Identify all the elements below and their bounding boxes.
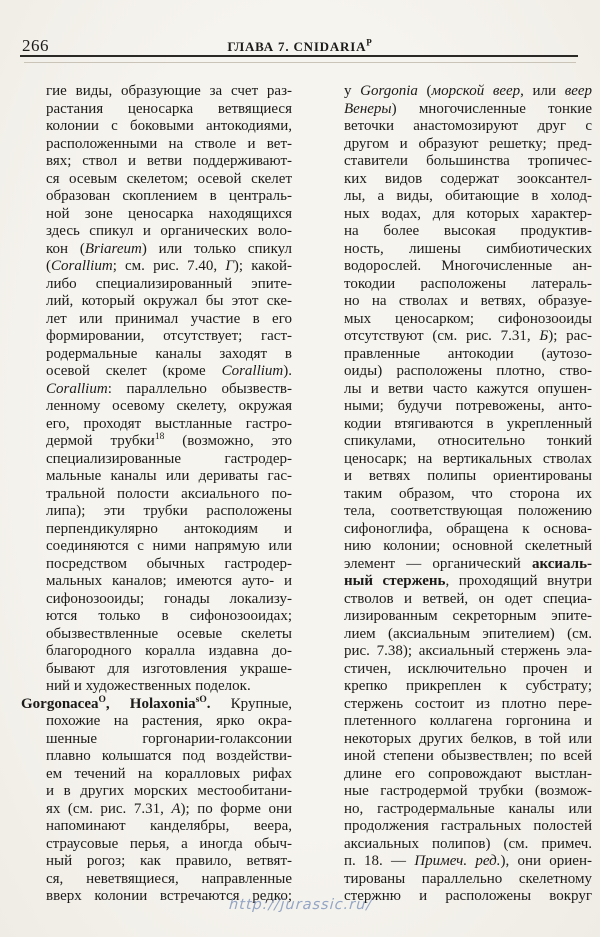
header-rule	[20, 55, 578, 57]
text-line: п. 18. — Примеч. ред.), они ориен-	[344, 853, 592, 869]
watermark: http://jurassic.ru/	[228, 897, 373, 913]
text-line: родермальные каналы заходят в	[46, 345, 292, 362]
text-line: посредством обычных гастродер-	[46, 555, 292, 572]
left-column	[21, 83, 292, 906]
text-line: вверх колонии встречаются редко;	[46, 888, 292, 904]
chapter-header-title: ГЛАВА 7. CNIDARIA	[227, 39, 367, 54]
text-line: тела, соответствующая положению	[344, 503, 592, 519]
text-line: длине его сопровождают выстлан-	[344, 765, 592, 782]
text-line: спикулами, относительно тонкий	[344, 433, 592, 449]
text-line: кон (Briareum) или только спикул	[46, 240, 292, 257]
text-line: специализированные гастродер-	[46, 450, 292, 467]
text-line: ставители большинства тропичес-	[344, 153, 592, 169]
text-line: ный стержень, проходящий внутри	[344, 573, 592, 589]
text-line: ный рогоз; как правило, ветвят-	[46, 853, 292, 869]
text-line: страусовые перья, а иногда обыч-	[46, 835, 292, 852]
text-line: дермой трубки$^{18}$ (возможно, это	[46, 432, 293, 449]
text-line: ных водах, для которых характер-	[344, 205, 592, 222]
text-line: водорослей. Многочисленные ан-	[344, 258, 592, 274]
text-line: стержню и расположены вокруг	[344, 888, 592, 904]
text-line: лет или принимал участие в его	[46, 310, 292, 327]
text-line: ценосарк; на вертикальных стволах	[344, 450, 592, 467]
text-line: Венеры) многочисленные тонкие	[344, 100, 592, 117]
text-line: ем течений на коралловых рифах	[46, 765, 292, 782]
text-line: мальные каналы или дериваты гас-	[46, 468, 292, 484]
text-line: обызвествленные осевые скелеты	[46, 625, 292, 642]
text-line: стержень состоит из плотно пере-	[344, 695, 592, 712]
text-line: похожие на растения, ярко окра-	[46, 713, 292, 729]
text-line: отсутствуют (см. рис. 7.31, Б); рас-	[344, 328, 592, 344]
text-line: растания ценосарка ветвящиеся	[46, 100, 292, 117]
text-line: продолжения гастральных полостей	[344, 818, 592, 834]
header-rule-ghost	[24, 62, 576, 63]
text-line: шенные горгонарии-голаксонии	[46, 730, 292, 747]
text-line: формировании, отсутствует; гаст-	[46, 328, 292, 344]
text-line: веточки анастомозируют друг с	[344, 118, 592, 134]
text-line: лизированным секреторным эпите-	[344, 608, 592, 624]
text-line: на более высокая продуктив-	[344, 223, 592, 239]
text-line: (Corallium; см. рис. 7.40, Г); какой-	[46, 258, 292, 274]
text-line: правленные антокодии (аутозо-	[344, 345, 592, 362]
text-line: рис. 7.38); аксиальный стержень эла-	[344, 643, 592, 659]
text-line: крепко прикреплен к субстрату;	[344, 678, 592, 694]
text-line: ность, лишены симбиотических	[344, 240, 592, 257]
text-line: Corallium: параллельно обызвеств-	[46, 380, 292, 397]
text-line: благородного коралла издавна до-	[46, 643, 292, 659]
right-column	[319, 83, 592, 906]
text-line: осевой скелет (кроме Corallium).	[46, 363, 292, 379]
text-line: соединяются с ними напрямую или	[46, 538, 292, 554]
text-line: либо специализированный эпите-	[46, 275, 292, 292]
text-line: ные гастродермой трубки (возмож-	[344, 783, 592, 799]
text-line: стволов и ветвей, он одет специа-	[344, 590, 592, 607]
text-line: Gorgonacea$^O$, Holaxonia$^{sO}$. Крупные,	[21, 694, 292, 712]
text-line: плавно колышатся под воздействи-	[46, 748, 292, 764]
text-line: лий, который окружал бы этот ске-	[46, 293, 292, 309]
text-line: другом и образуют решетку; пред-	[344, 135, 592, 152]
text-line: сифоноглифа, обращена к основа-	[344, 520, 592, 537]
text-line: элемент — органический аксиаль-	[344, 555, 592, 572]
text-line: и в других морских местообитани-	[46, 783, 292, 799]
text-line: лы и ветви часто кажутся опушен-	[344, 380, 592, 397]
text-line: токодии расположены латераль-	[344, 275, 592, 292]
text-line: ленному осевому скелету, окружая	[46, 398, 292, 414]
text-line: липа); эти трубки расположены	[46, 503, 292, 519]
page-number: 266	[22, 36, 49, 55]
text-line: здесь спикул и органических воло-	[46, 223, 292, 239]
text-line: вях; ствол и ветви поддерживают-	[46, 153, 292, 169]
text-line: мых ценосарком; сифонозооиды	[344, 310, 592, 327]
chapter-header-superscript: P	[366, 37, 373, 48]
text-line: перпендикулярно антокодиям и	[46, 520, 292, 537]
text-line: некоторых других белков, в той или	[344, 730, 592, 747]
text-line: ях (см. рис. 7.31, А); по форме они	[46, 800, 293, 817]
text-line: тральной полости аксиального по-	[46, 485, 292, 502]
text-line: расположенными на стволе и вет-	[46, 135, 292, 152]
text-line: нию колонии; основной скелетный	[344, 538, 592, 554]
text-line: но, гастродермальные каналы или	[344, 800, 592, 817]
text-line: ными; будучи потревожены, анто-	[344, 398, 592, 414]
text-line: но на стволах и ветвях, образуе-	[344, 293, 592, 309]
text-line: тированы параллельно скелетному	[344, 870, 592, 887]
text-line: бывают для изготовления украше-	[46, 660, 292, 677]
text-line: кодии втягиваются в укрепленный	[344, 415, 592, 432]
text-line: лы, а виды, обитающие в холод-	[344, 188, 592, 204]
text-line: сифонозооиды; гонады локализу-	[46, 590, 292, 607]
text-line: образован скоплением в централь-	[46, 188, 292, 204]
text-line: напоминают канделябры, веера,	[46, 818, 292, 834]
text-line: ких видов содержат зооксантел-	[344, 170, 592, 187]
text-line: колонии с боковыми антокодиями,	[46, 118, 292, 134]
text-line: ся осевым скелетом; осевой скелет	[46, 170, 292, 187]
text-line: ной зоне ценосарка находящихся	[46, 205, 292, 222]
text-line: лием (аксиальным эпителием) (см.	[344, 625, 592, 642]
text-line: аксиальных полипов) (см. примеч.	[344, 835, 592, 852]
text-line: таким образом, что сторона их	[344, 485, 592, 502]
text-line: ся, неветвящиеся, направленные	[46, 870, 292, 887]
text-line: иной степени обызвествлен; по всей	[344, 748, 592, 764]
text-line: мальных каналов; имеются ауто- и	[46, 573, 292, 589]
text-line: оиды) расположены плотно, ство-	[344, 363, 592, 379]
text-line: гие виды, образующие за счет раз-	[46, 83, 292, 99]
text-line: ются только в сифонозооидах;	[46, 608, 292, 624]
text-line: у Gorgonia (морской веер, или веер	[344, 83, 593, 99]
text-line: ний и художественных поделок.	[46, 678, 251, 694]
text-line: стичен, исключительно прочен и	[344, 660, 592, 677]
text-line: плетенного коллагена горгонина и	[344, 713, 592, 729]
chapter-header	[0, 39, 600, 55]
text-line: его, проходят выстланные гастро-	[46, 415, 292, 432]
text-line: и ветвях полипы ориентированы	[344, 468, 592, 484]
